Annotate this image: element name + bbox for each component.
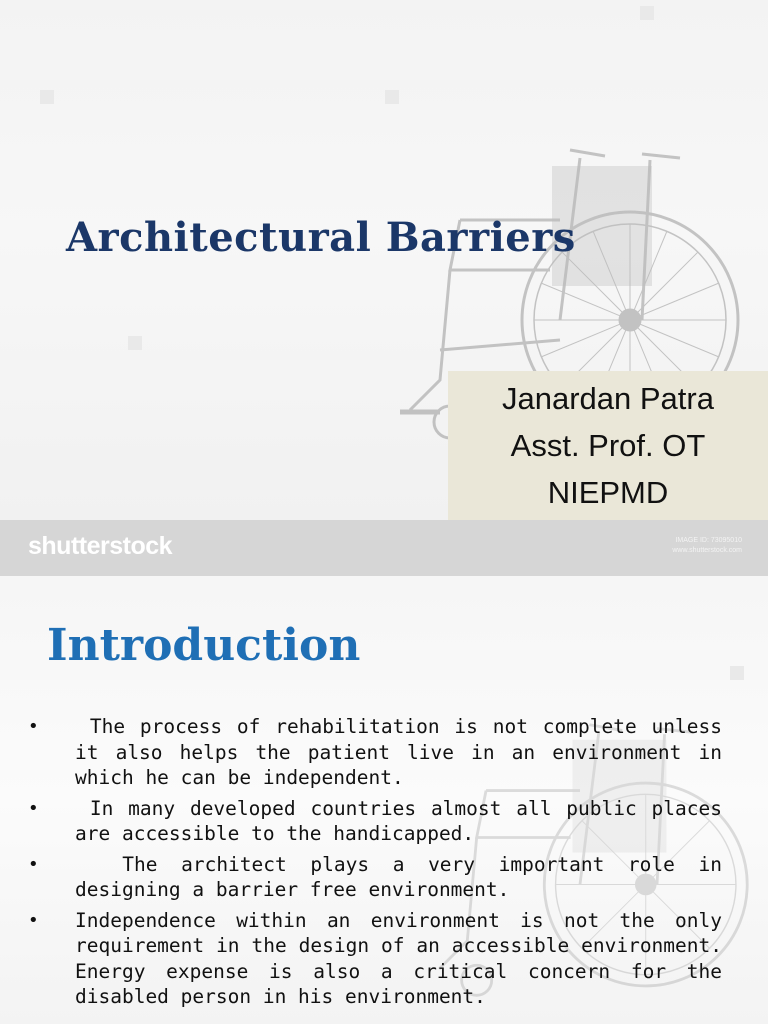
watermark-square	[40, 90, 54, 104]
watermark-square	[640, 6, 654, 20]
bullet-dot: •	[28, 853, 39, 875]
author-name: Janardan Patra	[502, 381, 714, 416]
author-institution: NIEPMD	[547, 475, 669, 510]
bullet-dot: •	[28, 909, 39, 931]
list-item	[28, 852, 734, 903]
watermark-square	[385, 90, 399, 104]
author-box	[448, 371, 768, 520]
introduction-slide	[0, 576, 768, 1024]
bullet-text: Independence within an environment is not the only requirement in the design of an accessible environment. Energy expense is also a critical concern for the disabled person in his environment.	[75, 908, 722, 1008]
slide-title: Introduction	[47, 620, 361, 671]
list-item	[28, 714, 734, 791]
watermark-image-id	[672, 536, 742, 556]
presentation-title: Architectural Barriers	[66, 214, 576, 261]
list-item	[28, 908, 722, 1010]
watermark-square	[128, 336, 142, 350]
watermark-site-text: www.shutterstock.com	[672, 547, 742, 554]
watermark-square	[730, 666, 744, 680]
watermark-id-text: IMAGE ID: 73095010	[675, 537, 742, 544]
author-designation: Asst. Prof. OT	[510, 428, 706, 463]
bullet-text: In many developed countries almost all public places are accessible to the handicapped.	[75, 796, 734, 845]
watermark-banner	[0, 520, 768, 576]
list-item	[28, 796, 734, 847]
bullet-dot: •	[28, 716, 39, 737]
bullet-text: The process of rehabilitation is not complete unless it also helps the patient live in an environment in which he can be independent.	[75, 715, 734, 789]
bullet-text: The architect plays a very important role in designing a barrier free environment.	[75, 852, 734, 901]
watermark-logo: shutterstock	[28, 532, 173, 560]
bullet-dot: •	[28, 797, 39, 819]
bullet-list	[28, 714, 734, 1015]
